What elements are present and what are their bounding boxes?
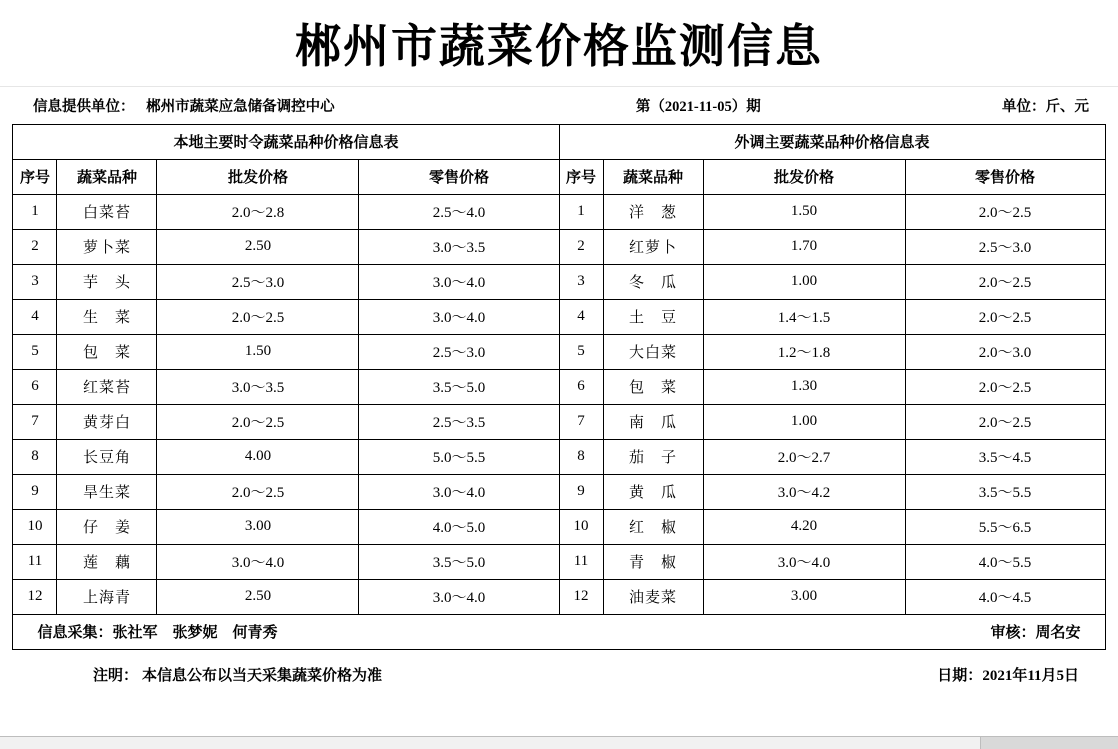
cell-retail: 2.5～4.0 <box>359 194 559 229</box>
table-row <box>13 264 1105 299</box>
cell-wholesale: 4.00 <box>157 439 359 474</box>
table-row <box>13 404 1105 439</box>
cell-variety: 萝卜菜 <box>57 229 157 264</box>
table-row <box>13 369 1105 404</box>
cell-wholesale: 2.5～3.0 <box>157 264 359 299</box>
cell-variety: 上海青 <box>57 579 157 614</box>
column-header-row <box>13 159 1105 194</box>
cell-retail: 2.0～2.5 <box>905 264 1105 299</box>
cell-index: 11 <box>13 544 57 579</box>
note-row <box>13 650 1105 685</box>
cell-index: 3 <box>13 264 57 299</box>
cell-variety: 油麦菜 <box>603 579 703 614</box>
unit-label: 单位：斤、元 <box>1002 98 1089 115</box>
cell-variety: 旱生菜 <box>57 474 157 509</box>
cell-wholesale: 4.20 <box>703 509 905 544</box>
cell-retail: 4.0～4.5 <box>905 579 1105 614</box>
cell-index: 4 <box>559 299 603 334</box>
section-title-row <box>13 124 1105 159</box>
cell-retail: 3.5～5.5 <box>905 474 1105 509</box>
table-row <box>13 544 1105 579</box>
cell-index: 2 <box>559 229 603 264</box>
cell-retail: 2.5～3.0 <box>359 334 559 369</box>
cell-index: 6 <box>559 369 603 404</box>
cell-variety: 包 菜 <box>57 334 157 369</box>
cell-retail: 2.0～2.5 <box>905 369 1105 404</box>
cell-index: 1 <box>13 194 57 229</box>
cell-variety: 生 菜 <box>57 299 157 334</box>
footer-row <box>13 614 1105 649</box>
collector-value: 张社军 张梦妮 何青秀 <box>112 625 278 641</box>
provider-label: 信息提供单位： <box>33 98 135 115</box>
cell-wholesale: 1.30 <box>703 369 905 404</box>
cell-variety: 冬 瓜 <box>603 264 703 299</box>
note-value: 本信息公布以当天采集蔬菜价格为准 <box>142 667 383 684</box>
date-block <box>937 664 1079 685</box>
cell-wholesale: 3.0～4.0 <box>157 544 359 579</box>
cell-variety: 南 瓜 <box>603 404 703 439</box>
cell-wholesale: 2.50 <box>157 229 359 264</box>
page-title: 郴州市蔬菜价格监测信息 <box>295 21 823 72</box>
cell-index: 3 <box>559 264 603 299</box>
cell-variety: 红菜苔 <box>57 369 157 404</box>
cell-variety: 芋 头 <box>57 264 157 299</box>
cell-variety: 黄芽白 <box>57 404 157 439</box>
reviewer-value: 周名安 <box>1035 625 1081 641</box>
imported-col-retail: 零售价格 <box>905 159 1105 194</box>
table-row <box>13 509 1105 544</box>
cell-variety: 青 椒 <box>603 544 703 579</box>
cell-variety: 白菜苔 <box>57 194 157 229</box>
cell-index: 8 <box>559 439 603 474</box>
cell-index: 7 <box>559 404 603 439</box>
cell-wholesale: 2.0～2.5 <box>157 299 359 334</box>
cell-retail: 4.0～5.0 <box>359 509 559 544</box>
cell-index: 2 <box>13 229 57 264</box>
cell-wholesale: 1.00 <box>703 404 905 439</box>
cell-index: 9 <box>13 474 57 509</box>
cell-wholesale: 3.0～3.5 <box>157 369 359 404</box>
cell-index: 12 <box>559 579 603 614</box>
table-row <box>13 474 1105 509</box>
cell-index: 12 <box>13 579 57 614</box>
cell-retail: 5.0～5.5 <box>359 439 559 474</box>
imported-col-index: 序号 <box>559 159 603 194</box>
cell-index: 10 <box>13 509 57 544</box>
cell-variety: 红 椒 <box>603 509 703 544</box>
table-row <box>13 439 1105 474</box>
period-label: 第（2021-11-05）期 <box>635 98 761 115</box>
cell-variety: 莲 藕 <box>57 544 157 579</box>
table-row <box>13 194 1105 229</box>
price-table <box>12 124 1105 650</box>
cell-wholesale: 3.0～4.2 <box>703 474 905 509</box>
cell-wholesale: 1.2～1.8 <box>703 334 905 369</box>
cell-wholesale: 2.0～2.5 <box>157 404 359 439</box>
table-row <box>13 299 1105 334</box>
cell-retail: 3.0～4.0 <box>359 264 559 299</box>
note-label: 注明： <box>93 667 139 684</box>
cell-index: 4 <box>13 299 57 334</box>
collector-block <box>37 621 277 642</box>
cell-wholesale: 3.00 <box>157 509 359 544</box>
local-col-wholesale: 批发价格 <box>157 159 359 194</box>
cell-wholesale: 1.4～1.5 <box>703 299 905 334</box>
cell-wholesale: 1.70 <box>703 229 905 264</box>
cell-variety: 长豆角 <box>57 439 157 474</box>
cell-variety: 仔 姜 <box>57 509 157 544</box>
cell-index: 5 <box>559 334 603 369</box>
horizontal-scrollbar[interactable] <box>0 736 1118 749</box>
date-value: 2021年11月5日 <box>982 667 1079 684</box>
cell-index: 10 <box>559 509 603 544</box>
cell-variety: 黄 瓜 <box>603 474 703 509</box>
cell-wholesale: 1.00 <box>703 264 905 299</box>
cell-retail: 2.0～2.5 <box>905 299 1105 334</box>
cell-index: 6 <box>13 369 57 404</box>
cell-retail: 3.5～4.5 <box>905 439 1105 474</box>
scrollbar-thumb[interactable] <box>0 737 981 749</box>
cell-index: 7 <box>13 404 57 439</box>
local-col-variety: 蔬菜品种 <box>57 159 157 194</box>
meta-row <box>9 87 1109 124</box>
cell-wholesale: 1.50 <box>703 194 905 229</box>
local-col-retail: 零售价格 <box>359 159 559 194</box>
cell-retail: 3.0～4.0 <box>359 474 559 509</box>
cell-wholesale: 2.0～2.8 <box>157 194 359 229</box>
cell-wholesale: 3.0～4.0 <box>703 544 905 579</box>
local-col-index: 序号 <box>13 159 57 194</box>
cell-variety: 包 菜 <box>603 369 703 404</box>
cell-retail: 3.0～4.0 <box>359 579 559 614</box>
cell-retail: 4.0～5.5 <box>905 544 1105 579</box>
cell-index: 5 <box>13 334 57 369</box>
cell-retail: 2.5～3.0 <box>905 229 1105 264</box>
cell-retail: 2.0～2.5 <box>905 404 1105 439</box>
cell-variety: 红萝卜 <box>603 229 703 264</box>
cell-index: 11 <box>559 544 603 579</box>
cell-wholesale: 2.50 <box>157 579 359 614</box>
cell-variety: 茄 子 <box>603 439 703 474</box>
reviewer-label: 审核： <box>990 625 1036 641</box>
table-row <box>13 579 1105 614</box>
cell-retail: 5.5～6.5 <box>905 509 1105 544</box>
cell-retail: 3.5～5.0 <box>359 544 559 579</box>
cell-retail: 2.0～3.0 <box>905 334 1105 369</box>
cell-retail: 3.0～3.5 <box>359 229 559 264</box>
cell-retail: 2.5～3.5 <box>359 404 559 439</box>
imported-col-wholesale: 批发价格 <box>703 159 905 194</box>
footer-cell <box>13 614 1105 649</box>
collector-label: 信息采集： <box>37 625 113 641</box>
table-row <box>13 229 1105 264</box>
cell-wholesale: 2.0～2.5 <box>157 474 359 509</box>
imported-col-variety: 蔬菜品种 <box>603 159 703 194</box>
date-label: 日期： <box>937 667 983 684</box>
cell-index: 9 <box>559 474 603 509</box>
cell-index: 8 <box>13 439 57 474</box>
imported-section-title: 外调主要蔬菜品种价格信息表 <box>559 124 1105 159</box>
table-row <box>13 334 1105 369</box>
local-section-title: 本地主要时令蔬菜品种价格信息表 <box>13 124 559 159</box>
cell-wholesale: 1.50 <box>157 334 359 369</box>
cell-retail: 2.0～2.5 <box>905 194 1105 229</box>
cell-variety: 土 豆 <box>603 299 703 334</box>
cell-retail: 3.0～4.0 <box>359 299 559 334</box>
reviewer-block <box>990 621 1080 642</box>
cell-index: 1 <box>559 194 603 229</box>
provider-value: 郴州市蔬菜应急储备调控中心 <box>146 98 335 115</box>
cell-retail: 3.5～5.0 <box>359 369 559 404</box>
cell-wholesale: 3.00 <box>703 579 905 614</box>
cell-variety: 大白菜 <box>603 334 703 369</box>
cell-wholesale: 2.0～2.7 <box>703 439 905 474</box>
note-block <box>93 664 382 685</box>
cell-variety: 洋 葱 <box>603 194 703 229</box>
provider-block <box>33 95 335 116</box>
